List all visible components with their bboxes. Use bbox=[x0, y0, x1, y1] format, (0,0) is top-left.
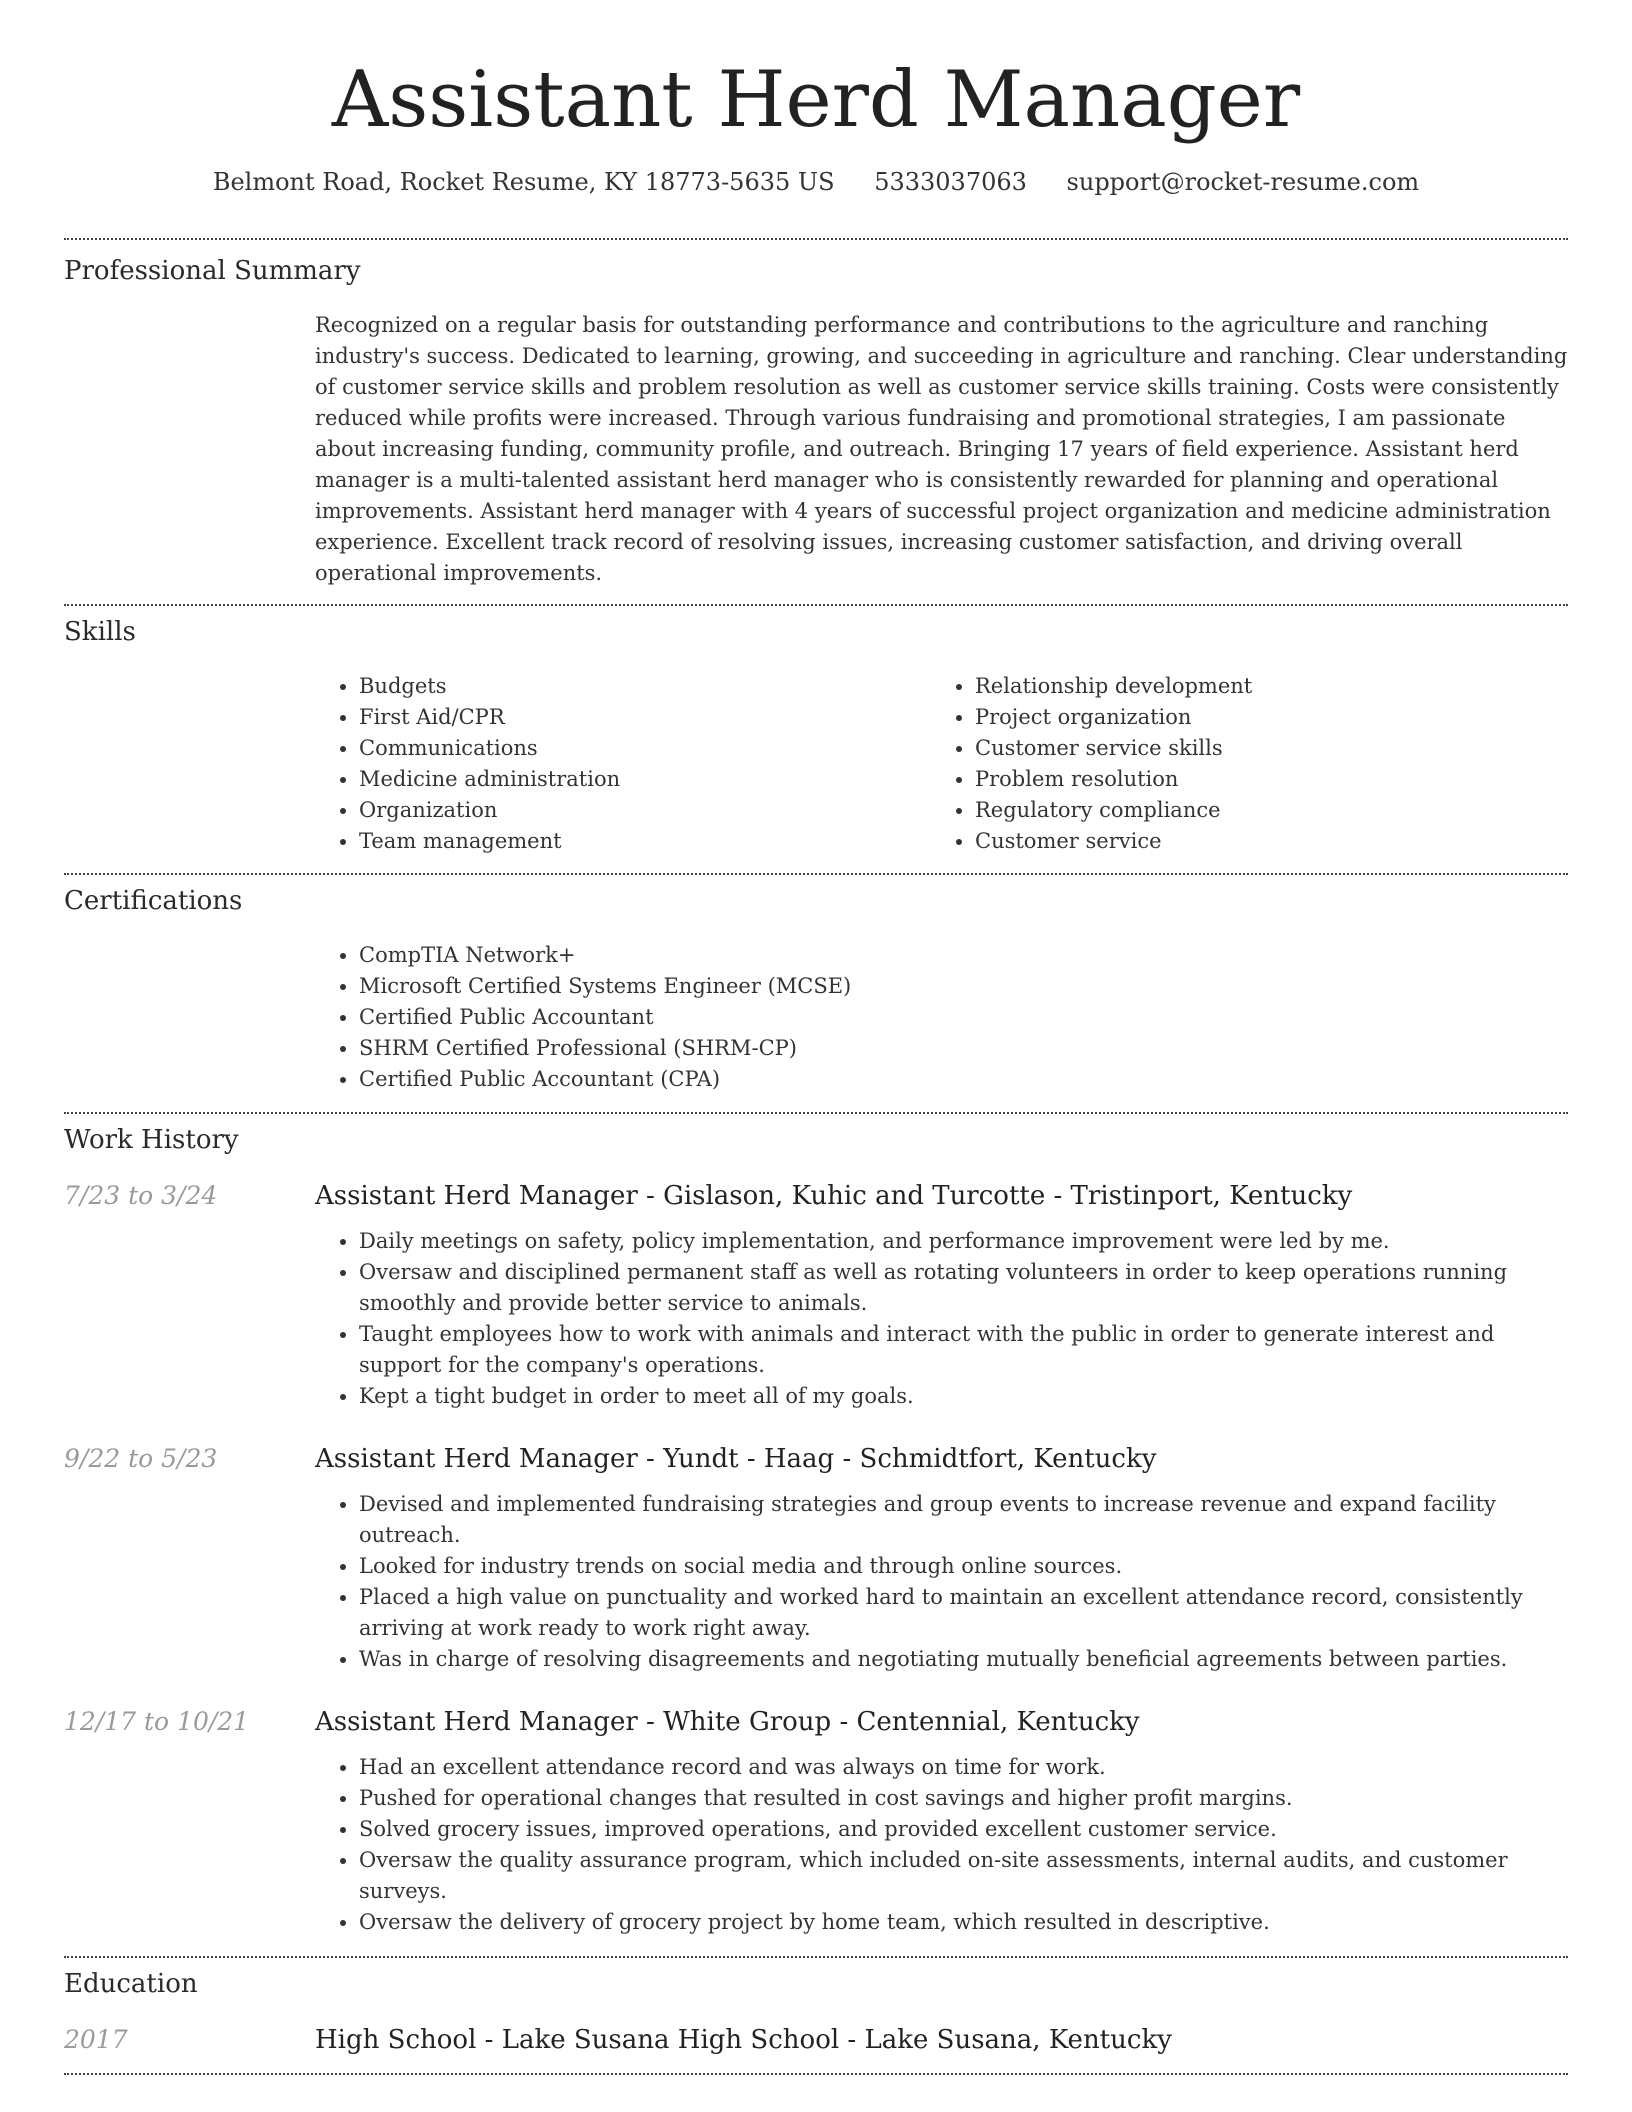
certification-item: • Certified Public Accountant (CPA) bbox=[359, 1064, 1568, 1095]
skills-section bbox=[64, 606, 1568, 857]
certification-item: • Microsoft Certified Systems Engineer (MCSE) bbox=[359, 971, 1568, 1002]
skill-item: • Budgets bbox=[359, 671, 931, 702]
section-title-summary: Professional Summary bbox=[64, 256, 361, 286]
skill-item: • Problem resolution bbox=[975, 764, 1547, 795]
job-dates: 7/23 to 3/24 bbox=[64, 1181, 218, 1210]
job-bullet: • Devised and implemented fundraising strategies and group events to increase revenue and expand facility outreach. bbox=[359, 1489, 1568, 1551]
job-dates: 12/17 to 10/21 bbox=[64, 1707, 250, 1736]
certification-item: • SHRM Certified Professional (SHRM-CP) bbox=[359, 1033, 1568, 1064]
job-title: Assistant Herd Manager - White Group - Centennial, Kentucky bbox=[315, 1707, 1140, 1737]
job-bullet: • Looked for industry trends on social media and through online sources. bbox=[359, 1551, 1568, 1582]
job-bullet: • Kept a tight budget in order to meet all of my goals. bbox=[359, 1381, 1568, 1412]
skill-item: • Medicine administration bbox=[359, 764, 931, 795]
job-bullets bbox=[315, 1489, 1568, 1675]
resume-name: Assistant Herd Manager bbox=[331, 55, 1301, 145]
certification-item: • Certified Public Accountant bbox=[359, 1002, 1568, 1033]
certification-item: • CompTIA Network+ bbox=[359, 940, 1568, 971]
skill-item: • Customer service bbox=[975, 826, 1547, 857]
job-bullet: • Oversaw the quality assurance program, which included on-site assessments, internal audits, and customer surveys. bbox=[359, 1845, 1568, 1907]
skill-item: • Organization bbox=[359, 795, 931, 826]
job-bullet: • Pushed for operational changes that resulted in cost savings and higher profit margins. bbox=[359, 1783, 1568, 1814]
job-title: Assistant Herd Manager - Yundt - Haag - Schmidtfort, Kentucky bbox=[315, 1444, 1157, 1474]
education-section bbox=[64, 1958, 1568, 2057]
divider bbox=[64, 2073, 1568, 2075]
job-bullet: • Had an excellent attendance record and was always on time for work. bbox=[359, 1752, 1568, 1783]
skill-item: • First Aid/CPR bbox=[359, 702, 931, 733]
summary-text: Recognized on a regular basis for outstanding performance and contributions to the agriculture and ranching industry's success. Dedicated to learning, growing, and succeeding in agriculture and ranching. Clear understanding of customer service skills and problem resolution as well as customer service skills training. Costs were consistently reduced while profits were increased. Through various fundraising and promotional strategies, I am passionate about increasing funding, community profile, and outreach. Bringing 17 years of field experience. Assistant herd manager is a multi-talented assistant herd manager who is consistently rewarded for planning and operational improvements. Assistant herd manager with 4 years of successful project organization and medicine administration experience. Excellent track record of resolving issues, increasing customer satisfaction, and driving overall operational improvements. bbox=[315, 313, 1568, 585]
skill-item: • Communications bbox=[359, 733, 931, 764]
job-entry bbox=[64, 1705, 1568, 1938]
skill-item: • Customer service skills bbox=[975, 733, 1547, 764]
skill-item: • Team management bbox=[359, 826, 931, 857]
job-bullet: • Taught employees how to work with animals and interact with the public in order to generate interest and support for the company's operations. bbox=[359, 1319, 1568, 1381]
section-title-education: Education bbox=[64, 1969, 198, 1999]
skills-list-left bbox=[315, 671, 931, 857]
skill-item: • Relationship development bbox=[975, 671, 1547, 702]
section-title-work-history: Work History bbox=[64, 1125, 239, 1155]
job-bullet: • Oversaw the delivery of grocery project by home team, which resulted in descriptive. bbox=[359, 1907, 1568, 1938]
contact-email: support@rocket-resume.com bbox=[1066, 168, 1420, 196]
job-bullet: • Solved grocery issues, improved operations, and provided excellent customer service. bbox=[359, 1814, 1568, 1845]
job-title: Assistant Herd Manager - Gislason, Kuhic and Turcotte - Tristinport, Kentucky bbox=[315, 1181, 1353, 1211]
job-bullets bbox=[315, 1226, 1568, 1412]
skill-item: • Project organization bbox=[975, 702, 1547, 733]
job-bullet: • Placed a high value on punctuality and worked hard to maintain an excellent attendance record, consistently arriving at work ready to work right away. bbox=[359, 1582, 1568, 1644]
job-dates: 9/22 to 5/23 bbox=[64, 1444, 218, 1473]
job-bullet: • Oversaw and disciplined permanent staff as well as rotating volunteers in order to keep operations running smoothly and provide better service to animals. bbox=[359, 1257, 1568, 1319]
section-title-certifications: Certifications bbox=[64, 886, 243, 916]
work-history-section bbox=[64, 1114, 1568, 1938]
job-bullet: • Was in charge of resolving disagreements and negotiating mutually beneficial agreements between parties. bbox=[359, 1644, 1568, 1675]
contact-phone: 5333037063 bbox=[874, 168, 1027, 196]
education-entry: High School - Lake Susana High School - Lake Susana, Kentucky bbox=[315, 2025, 1172, 2055]
section-title-skills: Skills bbox=[64, 617, 136, 647]
summary-section bbox=[64, 240, 1568, 589]
job-entry bbox=[64, 1179, 1568, 1412]
skill-item: • Regulatory compliance bbox=[975, 795, 1547, 826]
job-bullet: • Daily meetings on safety, policy implementation, and performance improvement were led by me. bbox=[359, 1226, 1568, 1257]
certifications-section bbox=[64, 875, 1568, 1095]
education-year: 2017 bbox=[64, 2025, 128, 2054]
skills-list-right bbox=[931, 671, 1547, 857]
job-bullets bbox=[315, 1752, 1568, 1938]
certifications-list bbox=[315, 940, 1568, 1095]
job-entry bbox=[64, 1442, 1568, 1675]
contact-line bbox=[64, 166, 1568, 198]
contact-address: Belmont Road, Rocket Resume, KY 18773-5635 US bbox=[212, 168, 835, 196]
